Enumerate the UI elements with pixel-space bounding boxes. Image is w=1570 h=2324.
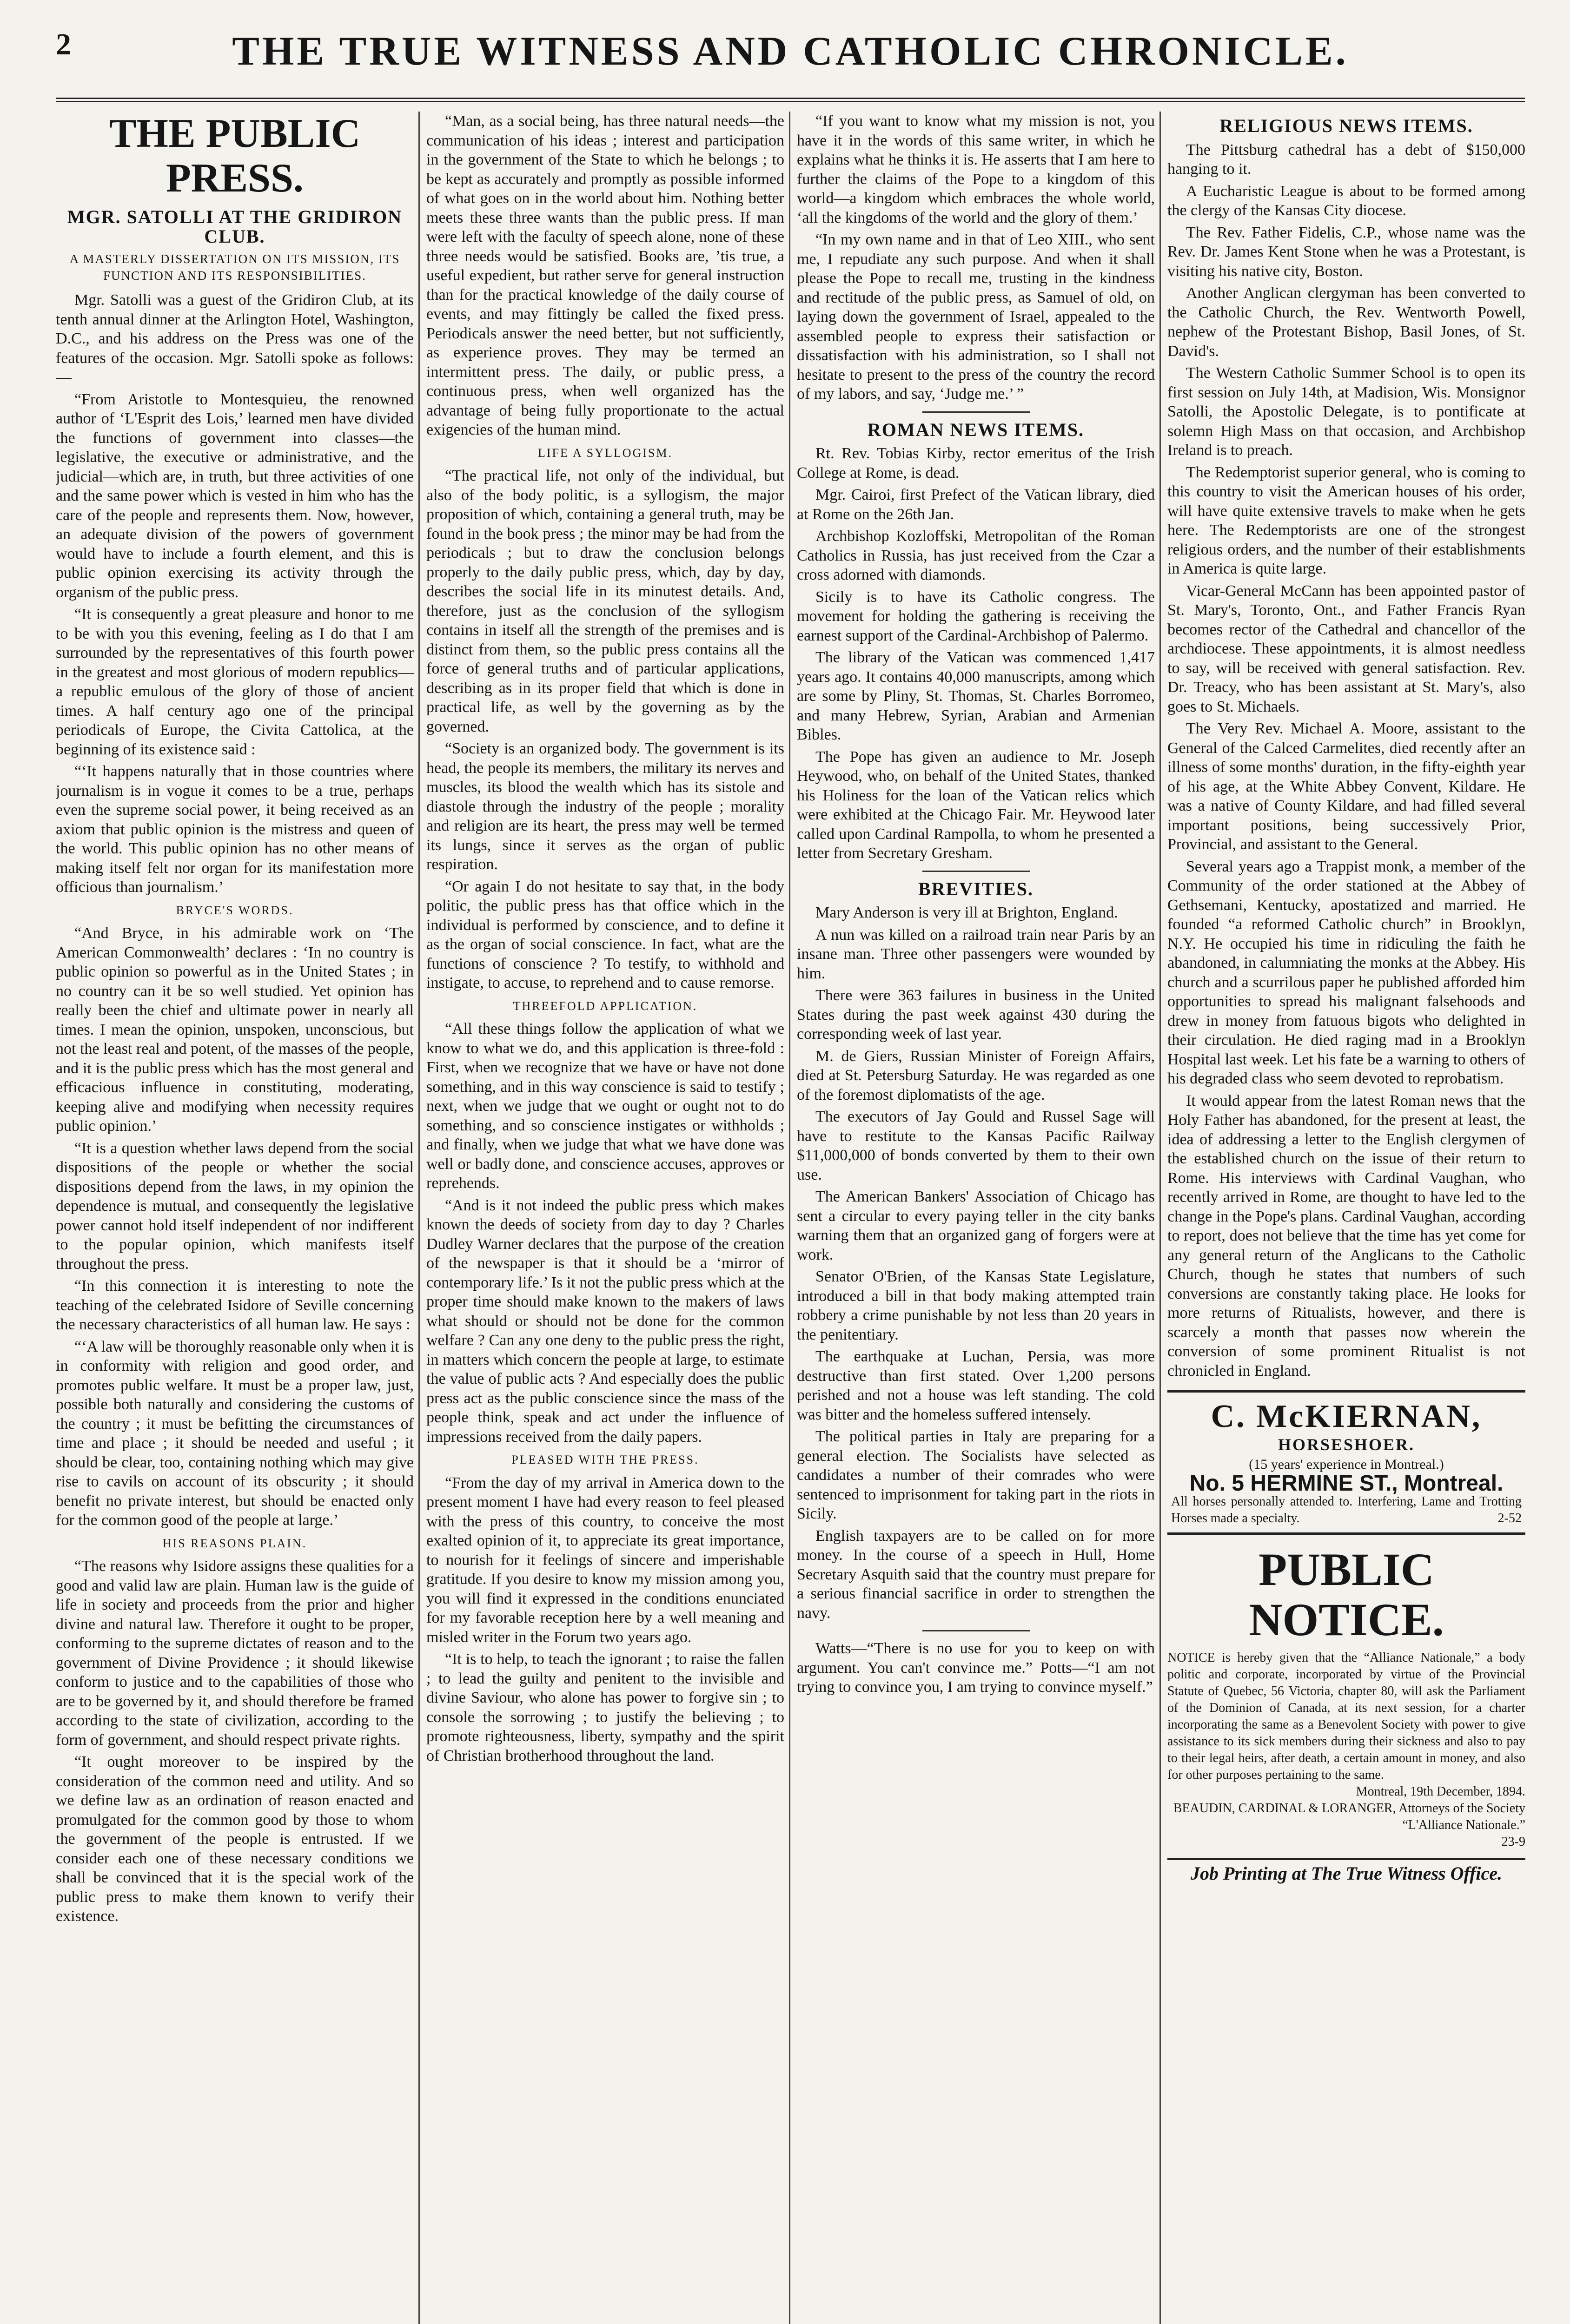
masthead: [56, 19, 1525, 102]
job-printing-line: Job Printing at The True Witness Office.: [1167, 1858, 1525, 1883]
advertisement-text: All horses personally attended to. Interfering, Lame and Trotting Horses made a specialty.: [1171, 1494, 1522, 1525]
public-notice-body: NOTICE is hereby given that the “Alliance Nationale,” a body politic and corporate, incorporated by virtue of the Provincial Statute of Quebec, 56 Victoria, chapter 80, will ask the Parliament of the Dominion of Canada, at its next session, for a charter incorporating the same as a Benevolent Society with power to give assistance to its sick members during their sickness and also to pay to their legal heirs, after death, a certain amount in money, and also for other purposes pertaining to the same.: [1167, 1650, 1525, 1782]
divider: [922, 871, 1030, 872]
public-notice-heading: PUBLIC NOTICE.: [1249, 1543, 1444, 1645]
news-item: The earthquake at Luchan, Persia, was more destructive than first stated. Over 1,200 persons perished and not a house was left standing. The cold was bitter and the homeless suffered intensely.: [797, 1348, 1155, 1423]
advertiser-address: No. 5 HERMINE ST., Montreal.: [1189, 1471, 1504, 1496]
public-notice-code: 23-9: [1501, 1834, 1525, 1849]
section-heading: PLEASED WITH THE PRESS.: [511, 1453, 699, 1466]
public-notice-signature: BEAUDIN, CARDINAL & LORANGER, Attorneys of the Society “L'Alliance Nationale.”: [1173, 1801, 1525, 1832]
paragraph: “In this connection it is interesting to note the teaching of the celebrated Isidore of Seville concerning the necessary characteristics of all human law. He says :: [56, 1277, 414, 1333]
news-item: M. de Giers, Russian Minister of Foreign Affairs, died at St. Petersburg Saturday. He was regarded as one of the foremost diplomatists of the age.: [797, 1047, 1155, 1103]
news-item: A Eucharistic League is about to be formed among the clergy of the Kansas City diocese.: [1167, 182, 1525, 219]
column-4: [1167, 112, 1525, 2324]
paragraph: “And is it not indeed the public press which makes known the deeds of society from day to day ? Charles Dudley Warner declares that the purpose of the creation of the newspaper is that it should be a ‘mirror of contemporary life.’ Is it not the public press which at the proper time should make known to the makers of laws what should or should not be done for the common welfare ? Can any one deny to the public press the right, in matters which concern the people at large, to estimate the value of public acts ? And especially does the public press act as the public conscience since the mass of the people think, speak and act under the influence of impressions received from the daily papers.: [426, 1196, 784, 1446]
paragraph: “The reasons why Isidore assigns these qualities for a good and valid law are plain. Human law is the guide of life in society and proceeds from the prior and higher divine and natural law. Therefore it ought to be proper, conforming to the supreme dictates of reason and to the government of Divine Providence ; it should likewise conform to justice and to the capabilities of those who are to be governed by it, and should therefore be framed according to the state of civilization, according to the form of government, and should respect private rights.: [56, 1558, 414, 1749]
advertiser-trade: HORSESHOER.: [1278, 1435, 1415, 1454]
advertisement-code: 2-52: [1497, 1511, 1522, 1525]
news-item: The Pittsburg cathedral has a debt of $150,000 hanging to it.: [1167, 141, 1525, 178]
paragraph: “It ought moreover to be inspired by the consideration of the common need and utility. And so we define law as an ordination of reason enacted and promulgated for the common good by those to whom the government of the people is entrusted. If we consider each one of these necessary conditions we shall be convinced that it is the special work of the public press to make them known to verify their existence.: [56, 1753, 414, 1925]
column-rule: [1159, 112, 1161, 2324]
news-item: The library of the Vatican was commenced 1,417 years ago. It contains 40,000 manuscripts, among which are some by Pliny, St. Thomas, St. Charles Borromeo, and many Hebrew, Syrian, Arabian and Armenian Bibles.: [797, 649, 1155, 743]
divider: [922, 411, 1030, 413]
paragraph: “From the day of my arrival in America down to the present moment I have had every reason to feel pleased with the press of this country, to conceive the most exalted opinion of it, to appreciate its great importance, to nourish for it feelings of sincere and imperishable gratitude. If you desire to know my mission among you, you will find it expressed in the conditions enunciated for my favorable reception here by a well meaning and misled writer in the Forum two years ago.: [426, 1474, 784, 1646]
page-number: 2: [56, 27, 71, 61]
paragraph: “In my own name and in that of Leo XIII., who sent me, I repudiate any such purpose. And when it shall please the Pope to recall me, trusting in the kindness and rectitude of the public press, as Samuel of old, on laying down the government of Israel, appealed to the assembled people to express their satisfaction or dissatisfaction with his administration, so I shall not hesitate to present to the press of the country the record of my labors, and say, ‘Judge me.’ ”: [797, 231, 1155, 403]
paragraph: “It is a question whether laws depend from the social dispositions of the people or whether the social dispositions depend from the laws, in my opinion the dependence is mutual, and consequently the legislative power cannot hold itself independent of nor indifferent to the popular opinion, which manifests itself throughout the press.: [56, 1139, 414, 1273]
mckiernan-advertisement: [1167, 1390, 1525, 1535]
news-item: The political parties in Italy are preparing for a general election. The Socialists have selected as candidates a number of their comrades who were sentenced to imprisonment for taking part in the riots in Sicily.: [797, 1428, 1155, 1522]
paragraph: “‘It happens naturally that in those countries where journalism is in vogue it comes to be a true, perhaps even the supreme social power, it being received as an axiom that public opinion is the mistress and queen of the world. This public opinion has no other means of making itself felt nor organ for its manifestation more officious than journalism.’: [56, 763, 414, 896]
paragraph: “And Bryce, in his admirable work on ‘The American Commonwealth’ declares : ‘In no country is public opinion so powerful as in the United States ; in no country can it be so well studied. Yet opinion has really been the chief and ultimate power in nearly all times. I mean the opinion, unspoken, unconscious, but not the least real and potent, of the masses of the people, and it is the public press which has the most general and efficacious influence in constituting, moderating, keeping alive and modifying when necessity requires public opinion.’: [56, 924, 414, 1135]
paragraph: “Or again I do not hesitate to say that, in the body politic, the public press has that office which in the individual is performed by conscience, and to define it as the organ of social conscience. In fact, what are the functions of conscience ? To testify, to withhold and instigate, to accuse, to reprehend and to cause remorse.: [426, 878, 784, 991]
article-subheadline: MGR. SATOLLI AT THE GRIDIRON CLUB.: [67, 206, 403, 247]
news-item: There were 363 failures in business in the United States during the past week against 430 during the corresponding week of last year.: [797, 987, 1155, 1043]
news-item: The Western Catholic Summer School is to open its first session on July 14th, at Madision, Wis. Monsignor Satolli, the Apostolic Delegate, is to pontificate at solemn High Mass on that occasion, and Archbishop Ireland is to preach.: [1167, 364, 1525, 459]
section-heading: LIFE A SYLLOGISM.: [537, 446, 673, 460]
column-3: [797, 112, 1155, 2324]
article-deck: A MASTERLY DISSERTATION ON ITS MISSION, ITS FUNCTION AND ITS RESPONSIBILITIES.: [69, 252, 400, 283]
news-item: Senator O'Brien, of the Kansas State Legislature, introduced a bill in that body making attempted train robbery a crime punishable by not less than 20 years in the penitentiary.: [797, 1268, 1155, 1343]
advertiser-name: C. McKIERNAN,: [1211, 1399, 1482, 1434]
public-notice-date: Montreal, 19th December, 1894.: [1356, 1784, 1525, 1799]
section-heading: HIS REASONS PLAIN.: [162, 1536, 307, 1550]
news-item: Mgr. Cairoi, first Prefect of the Vatican library, died at Rome on the 26th Jan.: [797, 486, 1155, 523]
news-item: The Rev. Father Fidelis, C.P., whose name was the Rev. Dr. James Kent Stone when he was a Protestant, is visiting his native city, Boston.: [1167, 224, 1525, 280]
news-item: Watts—“There is no use for you to keep on with argument. You can't convince me.” Potts—“I am not trying to convince you, I am trying to convince myself.”: [797, 1640, 1155, 1696]
paragraph: “It is to help, to teach the ignorant ; to raise the fallen ; to lead the guilty and penitent to the invisible and divine Saviour, who alone has power to forgive sin ; to console the sorrowing ; to justify the believing ; to promote righteousness, liberty, sympathy and the spirit of Christian brotherhood throughout the land.: [426, 1651, 784, 1764]
news-item: Mary Anderson is very ill at Brighton, England.: [815, 904, 1118, 921]
news-item: Several years ago a Trappist monk, a member of the Community of the order stationed at the Abbey of Gethsemani, Kentucky, apostatized and married. He founded “a reformed Catholic church” in Brooklyn, N.Y. He occupied his time in ridiculing the faith he abandoned, in calumniating the monks at the Abbey. His church and a scurrilous paper he published afforded him opportunities to spread his malignant falsehoods and drew in money from fatuous bigots who delighted in their circulation. He died raging mad in a Brooklyn Hospital last week. Let his fate be a warning to others of his degraded class who seem devoted to reprobatism.: [1167, 858, 1525, 1087]
news-item: The Pope has given an audience to Mr. Joseph Heywood, who, on behalf of the United States, thanked his Holiness for the loan of the Vatican relics which were exhibited at the Chicago Fair. Mr. Heywood later called upon Cardinal Rampolla, to whom he presented a letter from Secretary Gresham.: [797, 748, 1155, 862]
news-item: The Very Rev. Michael A. Moore, assistant to the General of the Calced Carmelites, died recently after an illness of some months' duration, in the fifty-eighth year of his age, at the White Abbey Convent, Kildare. He was a native of County Kildare, and had filled several important positions, being successively Prior, Provincial, and assistant to the General.: [1167, 720, 1525, 853]
paragraph: “The practical life, not only of the individual, but also of the body politic, is a syllogism, the major proposition of which, containing a general truth, may be found in the book press ; the minor may be had from the periodicals ; but to draw the conclusion belongs properly to the daily public press, which, day by day, describes the social life in its minutest details. And, therefore, just as the conclusion of the syllogism contains in itself all the strength of the premises and is distinct from them, so the public press contains all the force of general truths and of particular applications, describing as in its proper field that which is done in practical life, as well by the governing as by the governed.: [426, 467, 784, 735]
newspaper-title: THE TRUE WITNESS AND CATHOLIC CHRONICLE.: [232, 29, 1349, 74]
paragraph: “All these things follow the application of what we know to what we do, and this application is three-fold : First, when we recognize that we have or have not done something, and in this way conscience is said to testify ; next, when we judge that we ought or ought not to do something, and so conscience instigates or withholds ; and finally, when we judge that what we have done was well or badly done, and conscience accuses, approves or reprehends.: [426, 1020, 784, 1192]
column-2: [426, 112, 784, 2324]
paragraph: “It is consequently a great pleasure and honor to me to be with you this evening, feeling as I do that I am surrounded by the representatives of this fourth power in the greatest and most glorious of modern republics—a republic emulous of the glory of those of ancient times. A half century ago one of the principal periodicals of Europe, the Civita Cattolica, at the beginning of its existence said :: [56, 606, 414, 758]
column-rule: [789, 112, 790, 2324]
news-item: The executors of Jay Gould and Russel Sage will have to restitute to the Kansas Pacific Railway $11,000,000 of bonds converted by them to their own use.: [797, 1108, 1155, 1183]
news-item: Another Anglican clergyman has been converted to the Catholic Church, the Rev. Wentworth Powell, nephew of the Protestant Bishop, Basil Jones, of St. David's.: [1167, 284, 1525, 360]
section-headline: RELIGIOUS NEWS ITEMS.: [1219, 115, 1473, 136]
paragraph: “Man, as a social being, has three natural needs—the communication of his ideas ; interest and participation in the government of the State to which he belongs ; to be kept as accurately and promptly as possible informed of what goes on in the world about him. Nothing better meets these three wants than the public press. If man were left with the faculty of speech alone, none of these three needs would be satisfied. Books are, ’tis true, a useful expedient, but rather serve for general instruction than for the practical knowledge of the daily course of events, and may fittingly be called the fixed press. Periodicals answer the need better, but not sufficiently, as experience proves. They may be termed an intermittent press. The daily, or public press, a continuous press, when well organized has the advantage of being fully proportionate to the actual exigencies of the human mind.: [426, 112, 784, 438]
section-heading: THREEFOLD APPLICATION.: [513, 999, 698, 1013]
section-headline: BREVITIES.: [918, 878, 1033, 899]
section-heading: BRYCE'S WORDS.: [176, 903, 294, 917]
news-item: Rt. Rev. Tobias Kirby, rector emeritus of the Irish College at Rome, is dead.: [797, 445, 1155, 482]
news-item: English taxpayers are to be called on for more money. In the course of a speech in Hull, Home Secretary Asquith said that the country must prepare for a serious financial sacrifice in order to strengthen the navy.: [797, 1527, 1155, 1622]
news-item: The Redemptorist superior general, who is coming to this country to visit the American houses of his order, will have quite extensive travels to make when he gets here. The Redemptorists are one of the strongest religious orders, and the number of their establishments in America is quite large.: [1167, 463, 1525, 577]
paragraph: “From Aristotle to Montesquieu, the renowned author of ‘L'Esprit des Lois,’ learned men have divided the functions of government into classes—the legislative, the executive or administrative, and the judicial—which are, in truth, but three activities of one and the same power which is vested in him who has the care of the people and represents them. Now, however, an adequate division of the powers of government would have to include a fourth element, and this is public opinion exercising its activity through the organism of the public press.: [56, 390, 414, 601]
news-item: A nun was killed on a railroad train near Paris by an insane man. Three other passengers were wounded by him.: [797, 926, 1155, 982]
advertiser-experience: (15 years' experience in Montreal.): [1249, 1456, 1444, 1472]
column-rule: [418, 112, 420, 2324]
paragraph: “‘A law will be thoroughly reasonable only when it is in conformity with religion and good order, and promotes public welfare. It must be a proper law, just, possible both naturally and considering the customs of the country ; it must be befitting the circumstances of time and place ; it should be needed and useful ; it should be clear, too, containing nothing which may give rise to cavils on account of its obscurity ; it should benefit no private interest, but should be enacted only for the common good of the people at large.’: [56, 1338, 414, 1529]
paragraph: “If you want to know what my mission is not, you have it in the words of this same writer, in which he explains what he thinks it is. He asserts that I am here to further the claims of the Pope to a kingdom of this world—a kingdom which embraces the whole world, ‘all the kingdoms of the world and the glory of them.’: [797, 112, 1155, 226]
news-item: Sicily is to have its Catholic congress. The movement for holding the gathering is receiving the earnest support of the Cardinal-Archbishop of Palermo.: [797, 588, 1155, 644]
divider: [922, 1630, 1030, 1631]
article-headline: THE PUBLIC PRESS.: [109, 112, 361, 201]
news-item: Vicar-General McCann has been appointed pastor of St. Mary's, Toronto, Ont., and Father Francis Ryan becomes rector of the Cathedral and chancellor of the archdiocese. These appointments, it is almost needless to say, will be received with general satisfaction. Rev. Dr. Treacy, who has been assistant at St. Mary's, also goes to St. Michaels.: [1167, 582, 1525, 715]
column-1: [56, 112, 414, 2324]
news-item: It would appear from the latest Roman news that the Holy Father has abandoned, for the present at least, the idea of addressing a letter to the English clergymen of the established church on the issue of their return to Rome. His interviews with Cardinal Vaughan, who recently arrived in Rome, are thought to have led to the change in the Pope's plans. Cardinal Vaughan, according to report, does not believe that the time has yet come for any general return of the Anglicans to the Catholic Church, though he states that numbers of such conversions are constantly taking place. He looks for more returns of Ritualists, however, and there is scarcely a month that passes now wherein the conversion of some prominent Ritualist is not chronicled in England.: [1167, 1092, 1525, 1380]
news-item: The American Bankers' Association of Chicago has sent a circular to every paying teller in the city banks warning them that an organized gang of forgers were at work.: [797, 1188, 1155, 1263]
paragraph: “Society is an organized body. The government is its head, the people its members, the military its nerves and muscles, its blood the wealth which has its sistole and diastole through the industry of the people ; morality and religion are its heart, the press may well be termed its lungs, since it serves as the organ of public respiration.: [426, 740, 784, 873]
paragraph: Mgr. Satolli was a guest of the Gridiron Club, at its tenth annual dinner at the Arlington Hotel, Washington, D.C., and his address on the Press was one of the features of the occasion. Mgr. Satolli spoke as follows:—: [56, 291, 414, 386]
news-item: Archbishop Kozloffski, Metropolitan of the Roman Catholics in Russia, has just received from the Czar a cross adorned with diamonds.: [797, 528, 1155, 583]
section-headline: ROMAN NEWS ITEMS.: [867, 419, 1085, 440]
advertisement-body: [1167, 1493, 1525, 1527]
